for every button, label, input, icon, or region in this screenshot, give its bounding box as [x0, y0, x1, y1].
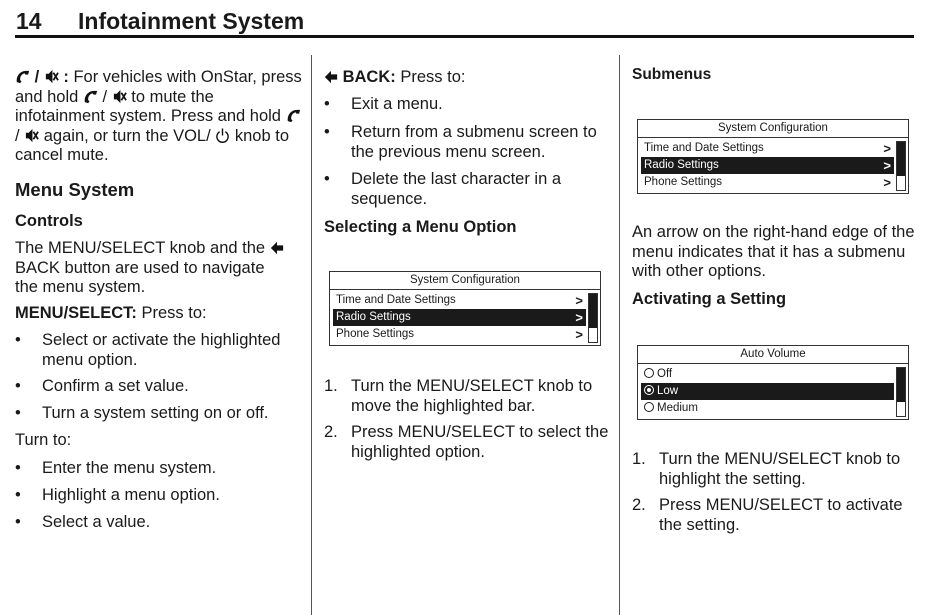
auto-volume-menu [637, 345, 909, 420]
step-number: 2. [632, 496, 646, 514]
mute-paragraph [15, 68, 305, 166]
page-title: Infotainment System [78, 8, 305, 34]
menu-select-line [15, 304, 305, 324]
menu-system-heading: Menu System [15, 179, 135, 200]
menu-row-radio[interactable] [641, 157, 894, 174]
menu-title: System Configuration [638, 120, 908, 138]
menu-row-phone[interactable] [641, 174, 894, 191]
list-item: • Exit a menu. [324, 95, 621, 115]
option-label: Medium [657, 402, 698, 414]
menu-title: System Configuration [330, 272, 600, 290]
mute-icon [44, 69, 59, 84]
phone-icon [15, 69, 30, 84]
scrollbar-thumb[interactable] [589, 294, 597, 328]
step-text: Turn the MENU/SELECT knob to move the highlighted bar. [351, 377, 593, 415]
list-item: • Select or activate the highlighted menu option. [15, 331, 312, 370]
colon: : [58, 68, 69, 86]
text: For vehicles with OnStar, press and hold [15, 68, 302, 106]
phone-icon [286, 108, 301, 123]
step-number: 2. [324, 423, 338, 441]
radio-icon [644, 402, 654, 412]
mute-icon [112, 89, 127, 104]
row-label: Phone Settings [336, 328, 415, 340]
arrow-paragraph: An arrow on the right-hand edge of the menu indicates that it has a submenu with other options. [632, 223, 915, 280]
list-item: • Select a value. [15, 513, 312, 533]
step-text: Press MENU/SELECT to activate the setting. [659, 496, 903, 534]
row-label: Time and Date Settings [644, 142, 764, 154]
scrollbar[interactable] [588, 293, 598, 343]
list-item [324, 423, 621, 462]
option-medium[interactable] [641, 400, 894, 417]
submenus-heading: Submenus [632, 66, 712, 83]
chevron-right-icon: > [575, 310, 583, 325]
back-line [324, 68, 614, 88]
system-configuration-menu [329, 271, 601, 346]
scrollbar-thumb[interactable] [897, 142, 905, 176]
menu-row-radio[interactable] [333, 309, 586, 326]
activating-heading: Activating a Setting [632, 290, 787, 308]
text: Press to: [136, 304, 207, 322]
option-label: Low [657, 385, 679, 397]
menu-title: Auto Volume [638, 346, 908, 364]
list-item: • Return from a submenu screen to the previous menu screen. [324, 123, 621, 162]
phone-icon [83, 89, 98, 104]
option-off[interactable] [641, 366, 894, 383]
row-label: Time and Date Settings [336, 294, 456, 306]
back-arrow-icon [324, 70, 338, 84]
step-number: 1. [324, 377, 338, 395]
mute-icon [24, 128, 39, 143]
row-label: Radio Settings [336, 311, 411, 323]
list-item [632, 496, 929, 535]
row-label: Phone Settings [644, 176, 723, 188]
separator: / [97, 87, 112, 106]
header-rule [15, 35, 914, 38]
controls-paragraph [15, 239, 290, 298]
text: The MENU/SELECT knob and the [15, 239, 270, 257]
text: again, or turn the VOL/ [39, 126, 216, 145]
text: Press to: [395, 68, 466, 86]
radio-selected-icon [644, 385, 654, 395]
separator: / [30, 68, 44, 86]
text: BACK button are used to navigate the menu system. [15, 258, 265, 296]
list-item: • Confirm a set value. [15, 377, 312, 397]
separator: / [15, 126, 25, 145]
list-item: • Highlight a menu option. [15, 486, 312, 506]
step-text: Press MENU/SELECT to select the highlighted option. [351, 423, 609, 461]
menu-row-time-date[interactable] [333, 292, 586, 309]
radio-icon [644, 368, 654, 378]
step-number: 1. [632, 450, 646, 468]
scrollbar[interactable] [896, 141, 906, 191]
list-item [324, 377, 621, 416]
scrollbar[interactable] [896, 367, 906, 417]
chevron-right-icon: > [883, 158, 891, 173]
scrollbar-thumb[interactable] [897, 368, 905, 402]
menu-row-time-date[interactable] [641, 140, 894, 157]
page-number: 14 [16, 8, 42, 34]
list-item: • Delete the last character in a sequence. [324, 170, 621, 209]
list-item [632, 450, 944, 489]
back-arrow-icon [270, 241, 284, 255]
option-low[interactable] [641, 383, 894, 400]
chevron-right-icon: > [883, 141, 891, 156]
list-item: • Turn a system setting on or off. [15, 404, 312, 424]
chevron-right-icon: > [883, 175, 891, 190]
chevron-right-icon: > [575, 293, 583, 308]
step-text: Turn the MENU/SELECT knob to highlight the setting. [659, 450, 901, 488]
text: knob to cancel mute. [15, 126, 289, 164]
menu-row-phone[interactable] [333, 326, 586, 343]
row-label: Radio Settings [644, 159, 719, 171]
label: MENU/SELECT: [15, 304, 137, 322]
chevron-right-icon: > [575, 327, 583, 342]
controls-heading: Controls [15, 212, 83, 230]
text: to mute the infotainment system. Press and hold [15, 87, 286, 125]
power-icon [215, 128, 230, 143]
system-configuration-menu [637, 119, 909, 194]
list-item: • Enter the menu system. [15, 459, 312, 479]
turn-to-label: Turn to: [15, 431, 72, 449]
selecting-heading: Selecting a Menu Option [324, 218, 517, 236]
option-label: Off [657, 368, 673, 380]
label: BACK: [342, 68, 396, 86]
